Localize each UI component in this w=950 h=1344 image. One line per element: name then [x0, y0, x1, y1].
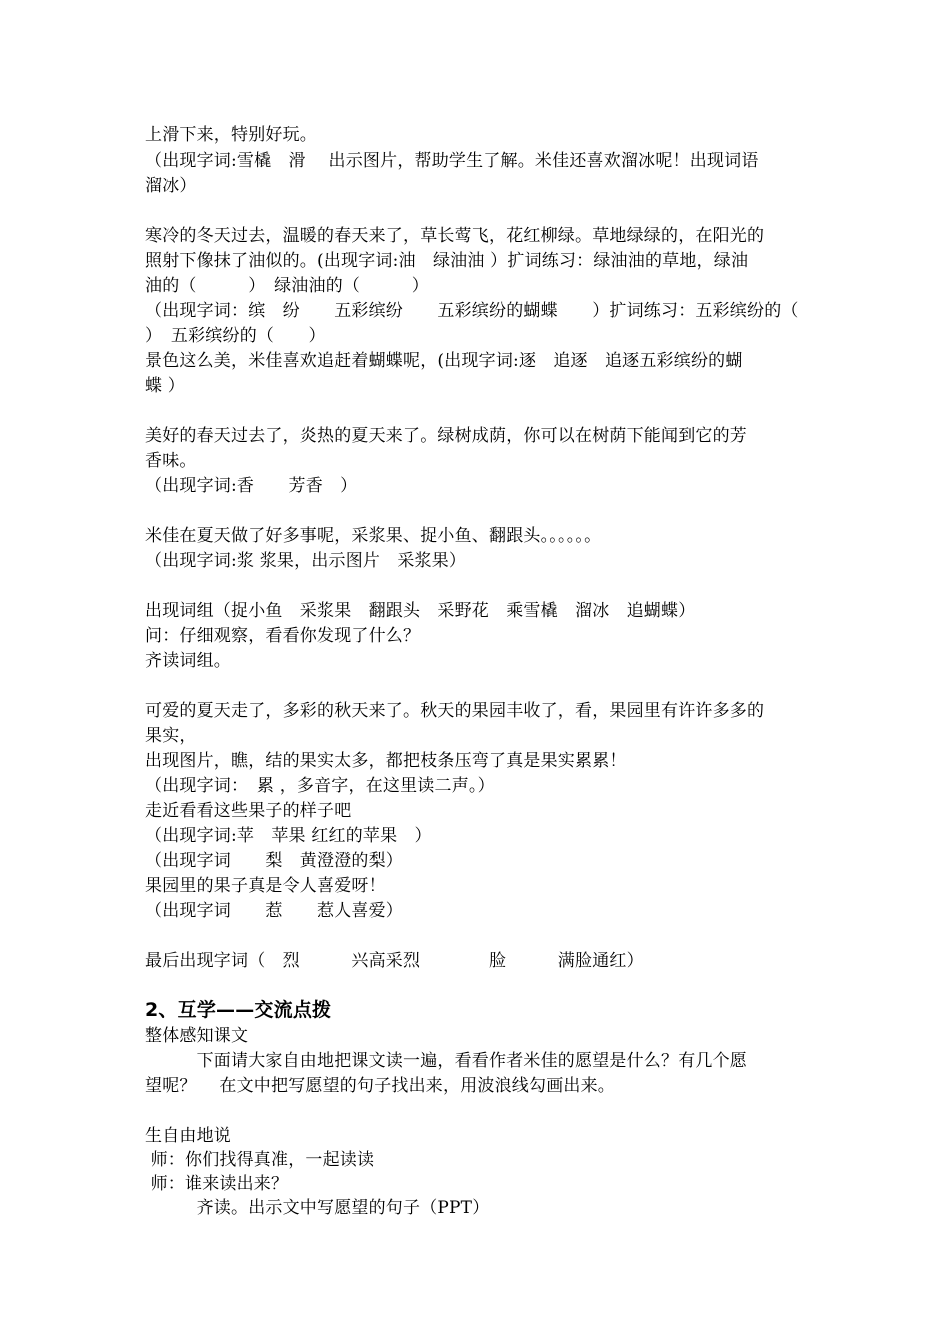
text-line: （出现字词:香 芳香 ）: [145, 476, 358, 496]
text-line: 油的（ ） 绿油油的（ ）: [145, 276, 429, 296]
text-line: 出现词组（捉小鱼 采浆果 翻跟头 采野花 乘雪橇 溜冰 追蝴蝶）: [145, 601, 696, 621]
text-line: （出现字词： 累 ，多音字，在这里读二声。）: [145, 776, 495, 796]
section-heading: 2、互学——交流点拨: [145, 999, 332, 1021]
text-line: 美好的春天过去了，炎热的夏天来了。绿树成荫，你可以在树荫下能闻到它的芳: [145, 426, 747, 446]
text-line: 照射下像抹了油似的。(出现字词:油 绿油油 ）扩词练习：绿油油的草地，绿油: [145, 251, 749, 271]
text-line: （出现字词:苹 苹果 红红的苹果 ）: [145, 826, 432, 846]
text-line: 最后出现字词（ 烈 兴高采烈 脸 满脸通红）: [145, 951, 644, 971]
text-line: 可爱的夏天走了，多彩的秋天来了。秋天的果园丰收了，看，果园里有许许多多的: [145, 701, 765, 721]
text-line: 望呢？ 在文中把写愿望的句子找出来，用波浪线勾画出来。: [145, 1076, 616, 1096]
text-line: （出现字词:浆 浆果，出示图片 采浆果）: [145, 551, 467, 571]
text-line: 出现图片，瞧，结的果实太多，都把枝条压弯了真是果实累累！: [145, 751, 627, 771]
text-line: 香味。: [145, 451, 197, 471]
text-line: 齐读词组。: [145, 651, 231, 671]
text-line: 整体感知课文: [145, 1026, 249, 1046]
text-line: 齐读。出示文中写愿望的句子（PPT）: [145, 1198, 490, 1218]
text-line: （出现字词：缤 纷 五彩缤纷 五彩缤纷的蝴蝶 ）扩词练习：五彩缤纷的（: [145, 301, 799, 321]
text-line: （出现字词 梨 黄澄澄的梨）: [145, 851, 403, 871]
text-line: 果园里的果子真是令人喜爱呀！: [145, 876, 386, 896]
text-line: ） 五彩缤纷的（ ）: [145, 326, 326, 346]
text-line: 师：谁来读出来？: [145, 1174, 289, 1194]
text-line: （出现字词:雪橇 滑 出示图片，帮助学生了解。米佳还喜欢溜冰呢！出现词语: [145, 151, 759, 171]
text-line: 寒冷的冬天过去，温暖的春天来了，草长莺飞，花红柳绿。草地绿绿的，在阳光的: [145, 226, 765, 246]
text-line: 下面请大家自由地把课文读一遍，看看作者米佳的愿望是什么？有几个愿: [145, 1051, 747, 1071]
text-line: 米佳在夏天做了好多事呢，采浆果、捉小鱼、翻跟头。。。。。。: [145, 526, 602, 546]
text-line: 问：仔细观察，看看你发现了什么？: [145, 626, 421, 646]
text-line: 走近看看这些果子的样子吧: [145, 801, 352, 821]
text-line: 上滑下来，特别好玩。: [145, 125, 317, 145]
text-line: （出现字词 惹 惹人喜爱）: [145, 901, 403, 921]
text-line: 师：你们找得真准，一起读读: [145, 1150, 375, 1170]
text-line: 溜冰）: [145, 176, 197, 196]
text-line: 景色这么美，米佳喜欢追赶着蝴蝶呢，(出现字词:逐 追逐 追逐五彩缤纷的蝴: [145, 351, 743, 371]
text-line: 蝶 ）: [145, 376, 186, 396]
text-line: 果实，: [145, 726, 197, 746]
text-line: 生自由地说: [145, 1126, 231, 1146]
